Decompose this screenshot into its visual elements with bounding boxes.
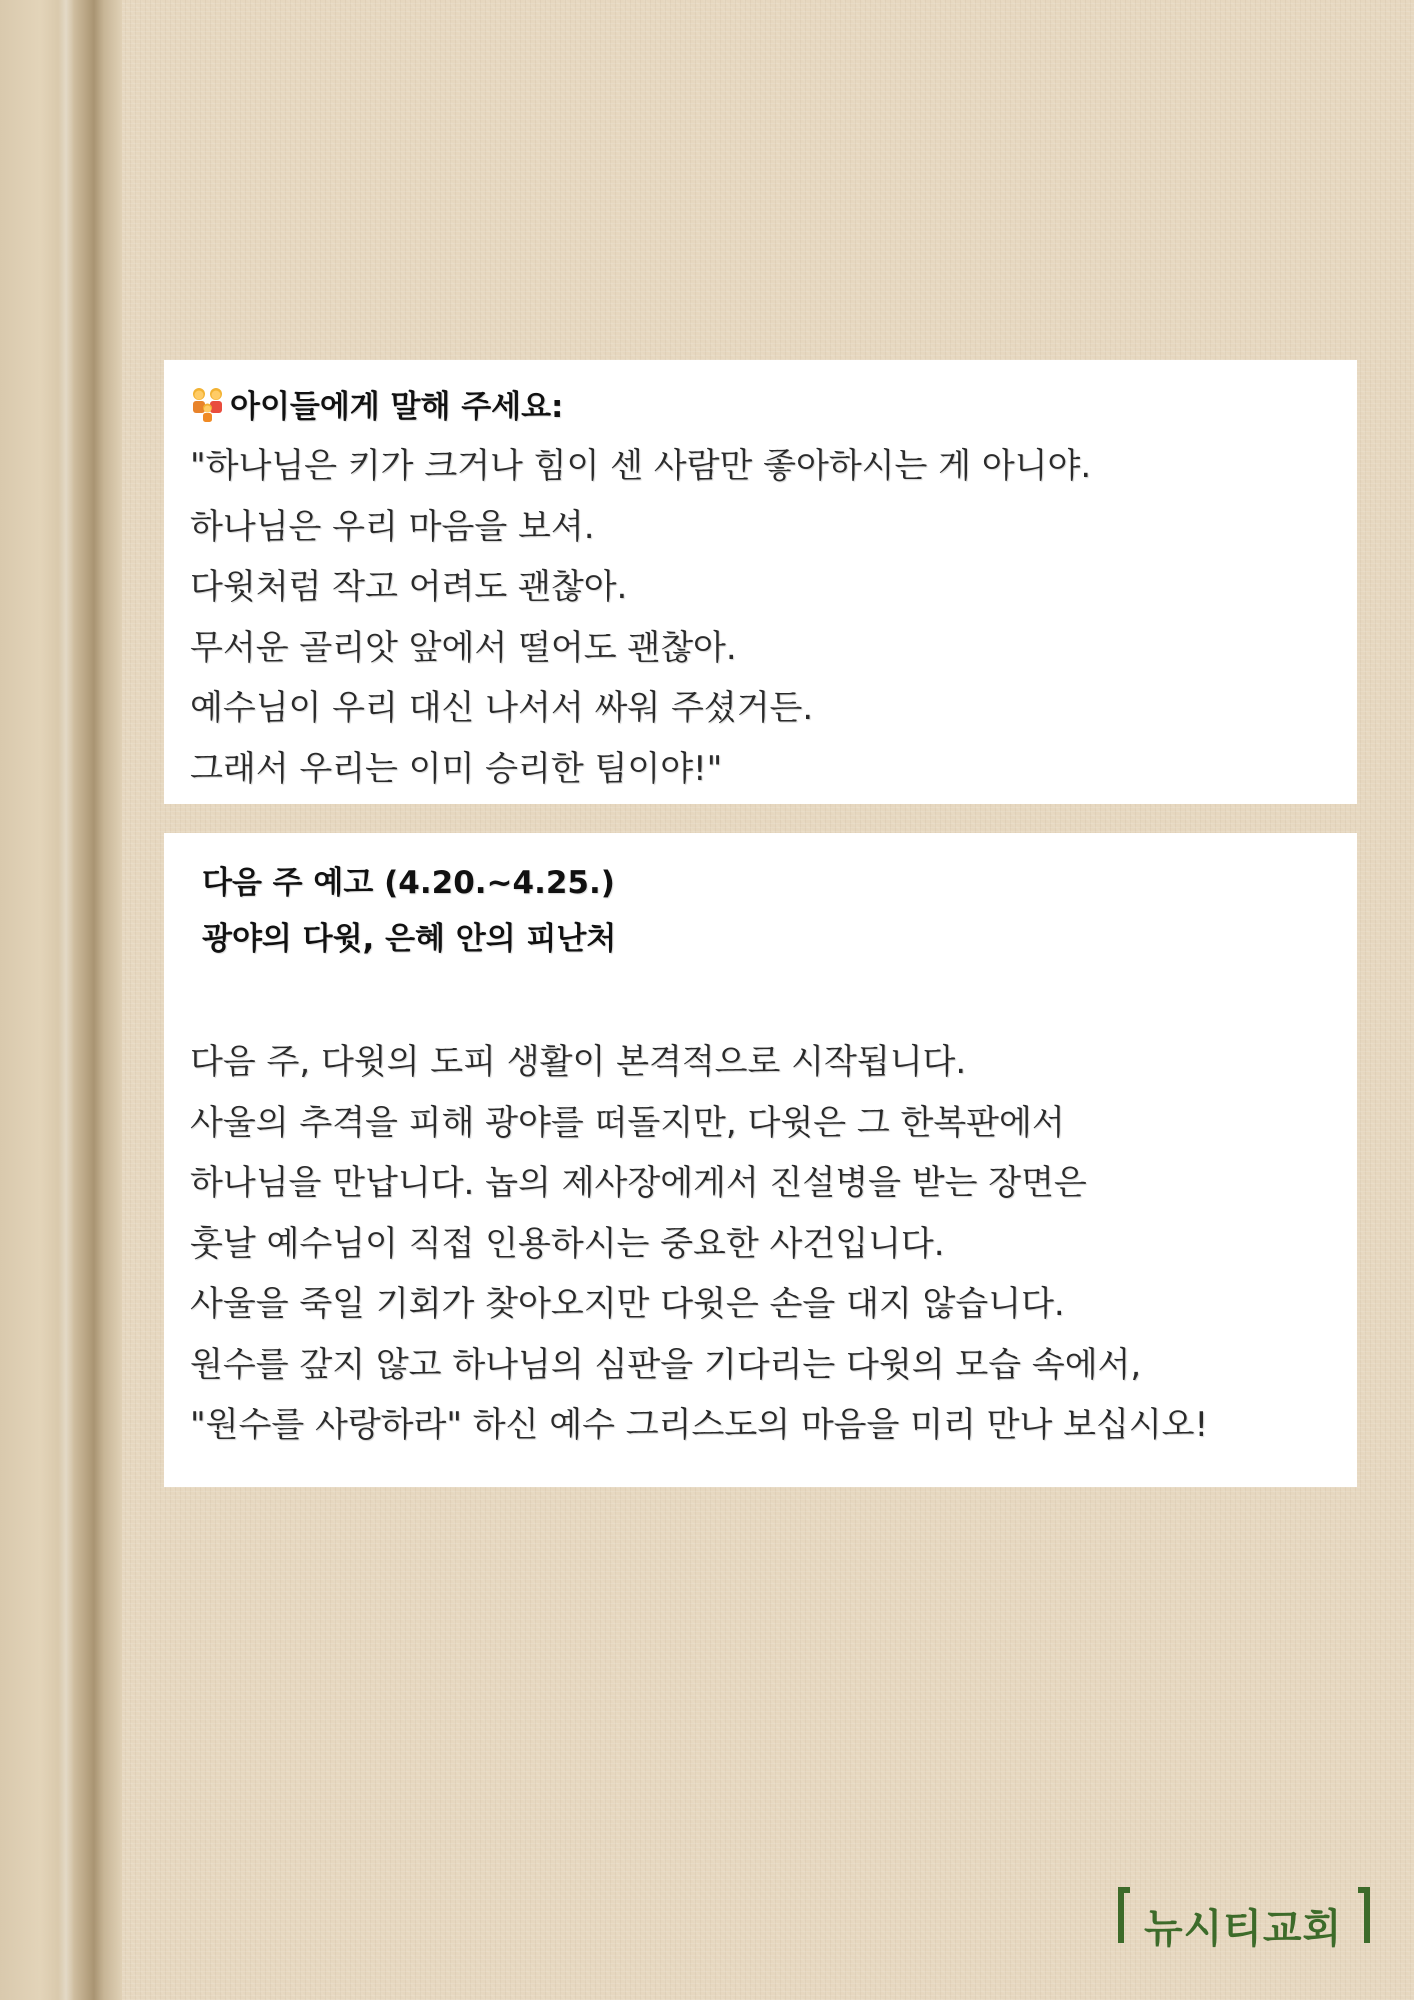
preview-line: 사울의 추격을 피해 광야를 떠돌지만, 다윗은 그 한복판에서 xyxy=(190,1102,1065,1143)
kids-message-line: 무서운 골리앗 앞에서 떨어도 괜찮아. xyxy=(190,627,737,668)
book-spine-highlight xyxy=(58,0,74,2000)
preview-line: 하나님을 만납니다. 놉의 제사장에게서 진설병을 받는 장면은 xyxy=(190,1163,1087,1203)
preview-line: 훗날 예수님이 직접 인용하시는 중요한 사건입니다. xyxy=(190,1223,945,1264)
next-week-preview-card xyxy=(164,833,1357,1487)
preview-heading-block xyxy=(190,855,1329,967)
preview-heading-title: 광야의 다윗, 은혜 안의 피난처 xyxy=(202,921,617,957)
preview-line: 다음 주, 다윗의 도피 생활이 본격적으로 시작됩니다. xyxy=(190,1042,967,1082)
kids-message-line: "하나님은 키가 크거나 힘이 센 사람만 좋아하시는 게 아니야. xyxy=(190,446,1092,486)
preview-line: 원수를 갚지 않고 하나님의 심판을 기다리는 다윗의 모습 속에서, xyxy=(190,1344,1142,1385)
church-logo-text: 뉴시티교회 xyxy=(1144,1906,1343,1952)
kids-message-line: 그래서 우리는 이미 승리한 팀이야!" xyxy=(190,748,723,789)
preview-line: 사울을 죽일 기회가 찾아오지만 다윗은 손을 대지 않습니다. xyxy=(190,1284,1065,1324)
kids-message-line: 하나님은 우리 마음을 보셔. xyxy=(190,506,595,547)
logo-bracket-left xyxy=(1118,1887,1130,1943)
kids-message-heading-text: 아이들에게 말해 주세요: xyxy=(230,389,564,425)
kids-message-body xyxy=(190,436,1329,799)
kids-message-card xyxy=(164,360,1357,804)
preview-line: "원수를 사랑하라" 하신 예수 그리스도의 마음을 미리 만나 보십시오! xyxy=(190,1405,1209,1445)
family-emoji-icon xyxy=(190,386,226,422)
preview-body xyxy=(190,1032,1329,1456)
kids-message-line: 다윗처럼 작고 어려도 괜찮아. xyxy=(190,567,628,607)
logo-bracket-right xyxy=(1358,1887,1370,1943)
church-logo xyxy=(1118,1887,1370,1955)
preview-heading-date: 다음 주 예고 (4.20.~4.25.) xyxy=(202,865,615,901)
kids-message-line: 예수님이 우리 대신 나서서 싸워 주셨거든. xyxy=(190,688,814,728)
kids-message-heading xyxy=(190,384,1329,430)
